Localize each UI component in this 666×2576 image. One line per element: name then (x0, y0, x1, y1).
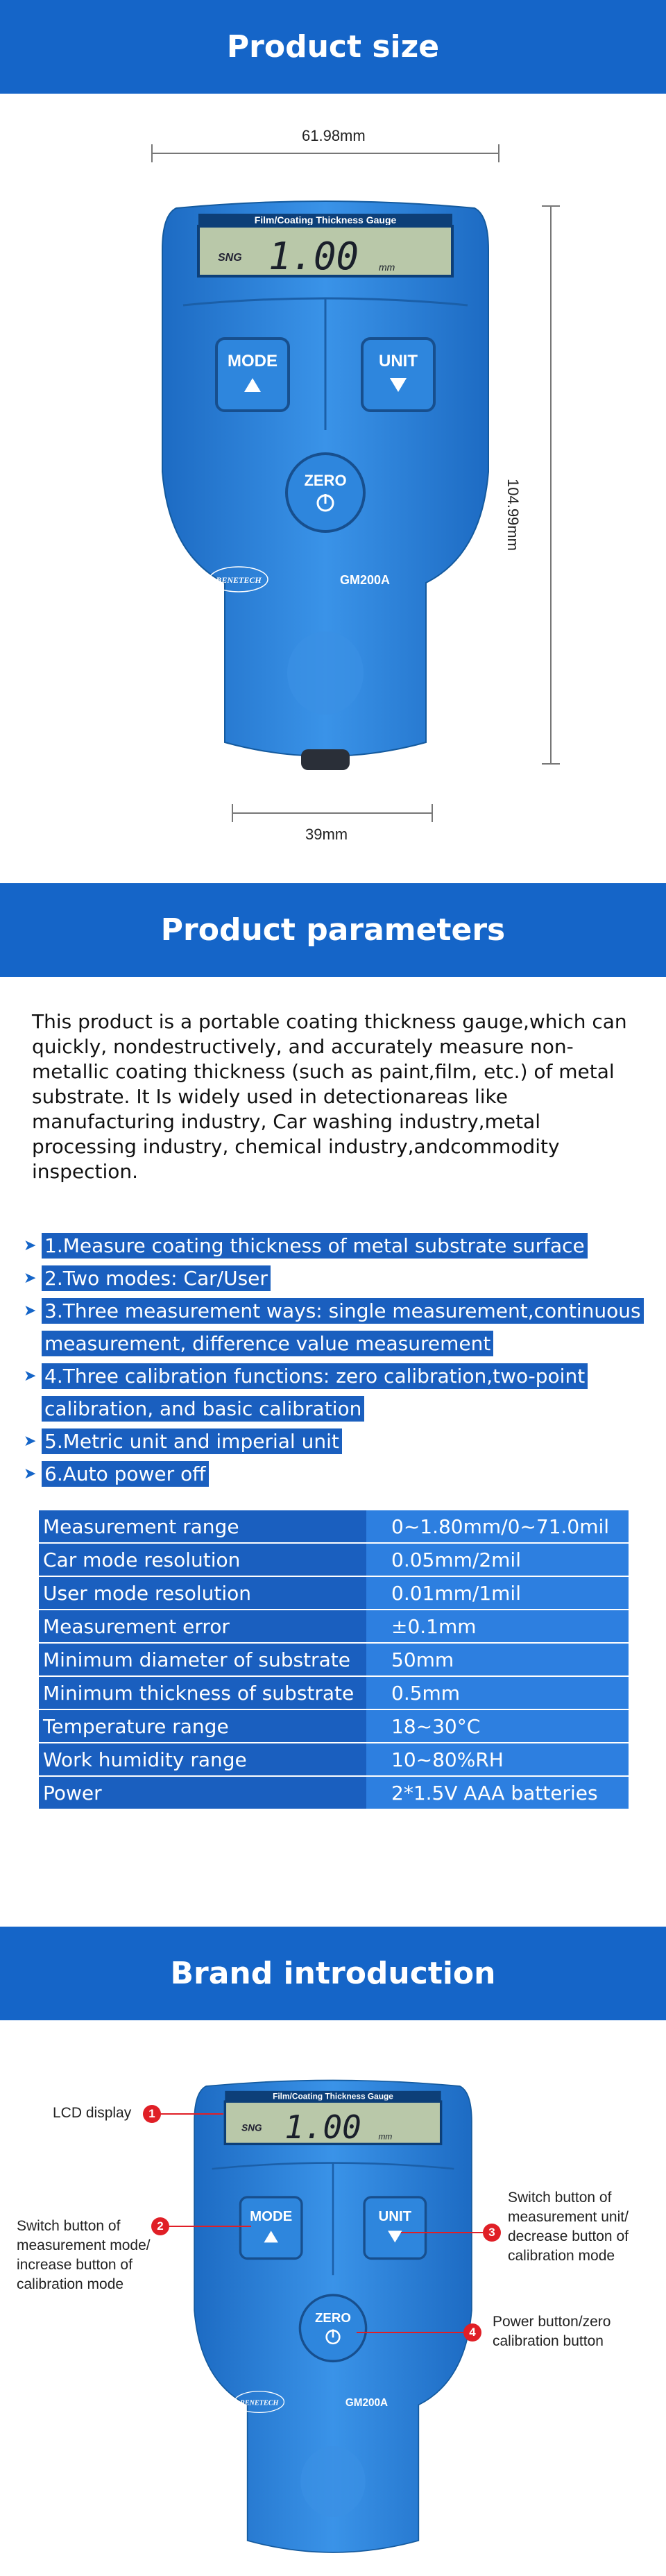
model-label: GM200A (339, 573, 391, 587)
feature-item: ➤ 1.Measure coating thickness of metal substrate surface (24, 1229, 648, 1262)
dimension-line-top (151, 153, 500, 154)
callout-line (169, 2226, 251, 2227)
section-title: Product parameters (160, 912, 506, 948)
dimension-width-top: 61.98mm (302, 127, 366, 144)
zero-button-label: ZERO (315, 2310, 351, 2326)
arrow-right-icon: ➤ (24, 1433, 37, 1450)
dimension-tick (432, 804, 433, 822)
param-key: Power (39, 1777, 366, 1810)
param-key: Minimum thickness of substrate (39, 1677, 366, 1710)
dimension-tick (542, 205, 560, 207)
model-label: GM200A (345, 2397, 388, 2409)
feature-list (24, 1229, 648, 1490)
param-key: Work humidity range (39, 1743, 366, 1777)
table-row (39, 1743, 629, 1777)
unit-button-label: UNIT (379, 352, 418, 370)
param-value: 50mm (366, 1644, 629, 1677)
param-value: ±0.1mm (366, 1610, 629, 1644)
callout-number: 2 (151, 2217, 169, 2235)
arrow-right-icon: ➤ (24, 1465, 37, 1483)
callout-number: 4 (463, 2323, 481, 2342)
table-row (39, 1510, 629, 1544)
feature-item: ➤ 3.Three measurement ways: single measurement,continuous measurement, difference value measurement (24, 1295, 648, 1360)
param-key: Minimum diameter of substrate (39, 1644, 366, 1677)
callout-line (357, 2332, 463, 2333)
dimension-height: 104.99mm (504, 479, 522, 551)
param-key: Car mode resolution (39, 1544, 366, 1577)
table-row (39, 1777, 629, 1810)
section-banner-brand (0, 1927, 666, 2020)
param-value: 2*1.5V AAA batteries (366, 1777, 629, 1810)
lcd-value: 1.00 (284, 2108, 361, 2146)
dimension-tick (498, 144, 500, 162)
param-value: 18~30°C (366, 1710, 629, 1743)
lcd-unit: mm (379, 262, 395, 273)
lcd-value: 1.00 (268, 234, 359, 278)
param-value: 10~80%RH (366, 1743, 629, 1777)
lcd-mode: SNG (218, 252, 242, 264)
callout-number: 3 (483, 2224, 501, 2242)
arrow-right-icon: ➤ (24, 1367, 37, 1385)
param-key: Temperature range (39, 1710, 366, 1743)
callout-line (161, 2113, 223, 2115)
callout-line (401, 2232, 483, 2233)
unit-button-label: UNIT (378, 2208, 412, 2224)
table-row (39, 1644, 629, 1677)
feature-item: ➤ 5.Metric unit and imperial unit (24, 1425, 648, 1458)
callout-unit-button: Switch button of measurement unit/ decrease button of calibration mode (508, 2190, 629, 2264)
parameters-table (39, 1510, 629, 1810)
device-image-bottom (191, 2074, 475, 2576)
table-row (39, 1677, 629, 1710)
param-value: 0~1.80mm/0~71.0mil (366, 1510, 629, 1544)
table-row (39, 1577, 629, 1610)
dimension-tick (151, 144, 153, 162)
table-row (39, 1544, 629, 1577)
callout-mode-button: Switch button of measurement mode/ increase button of calibration mode (17, 2218, 151, 2292)
brand-logo: BENETECH (216, 575, 262, 585)
dimension-tick (232, 804, 233, 822)
lcd-header: Film/Coating Thickness Gauge (254, 214, 397, 225)
arrow-right-icon: ➤ (24, 1237, 37, 1254)
zero-button-label: ZERO (304, 472, 347, 489)
table-row (39, 1610, 629, 1644)
section-banner-params (0, 883, 666, 977)
section-title: Product size (226, 29, 440, 65)
param-value: 0.01mm/1mil (366, 1577, 629, 1610)
arrow-right-icon: ➤ (24, 1302, 37, 1320)
dimension-tick (542, 763, 560, 765)
section-title: Brand introduction (170, 1956, 496, 1991)
table-row (39, 1710, 629, 1743)
mode-button-label: MODE (228, 352, 278, 370)
param-key: User mode resolution (39, 1577, 366, 1610)
param-key: Measurement range (39, 1510, 366, 1544)
param-value: 0.05mm/2mil (366, 1544, 629, 1577)
feature-item: ➤ 2.Two modes: Car/User (24, 1262, 648, 1295)
intro-paragraph: This product is a portable coating thickness gauge,which can quickly, nondestructively, and accurately measure non-metallic coating thickness (such as paint,film, etc.) of metal substrate. It Is widely used in detectionareas like manufacturing industry, Car washing industry,metal processing industry, chemical industry,andcommodity inspection. (32, 1010, 627, 1183)
callout-number: 1 (143, 2105, 161, 2123)
feature-item: ➤ 4.Three calibration functions: zero calibration,two-point calibration, and basic calibration (24, 1360, 648, 1425)
callout-zero-button: Power button/zero calibration button (493, 2314, 611, 2349)
lcd-mode: SNG (241, 2122, 262, 2133)
lcd-unit: mm (378, 2131, 393, 2142)
section-banner-size (0, 0, 666, 94)
mode-button-label: MODE (250, 2208, 293, 2224)
dimension-line-bottom (232, 812, 433, 814)
param-key: Measurement error (39, 1610, 366, 1644)
brand-logo: BENETECH (239, 2399, 279, 2407)
dimension-line-right (550, 205, 552, 765)
lcd-header: Film/Coating Thickness Gauge (273, 2091, 393, 2101)
dimension-width-bottom: 39mm (305, 826, 348, 843)
param-value: 0.5mm (366, 1677, 629, 1710)
feature-item: ➤ 6.Auto power off (24, 1458, 648, 1490)
callout-lcd-display: LCD display (53, 2105, 132, 2121)
arrow-right-icon: ➤ (24, 1270, 37, 1287)
device-image-top (155, 194, 495, 784)
